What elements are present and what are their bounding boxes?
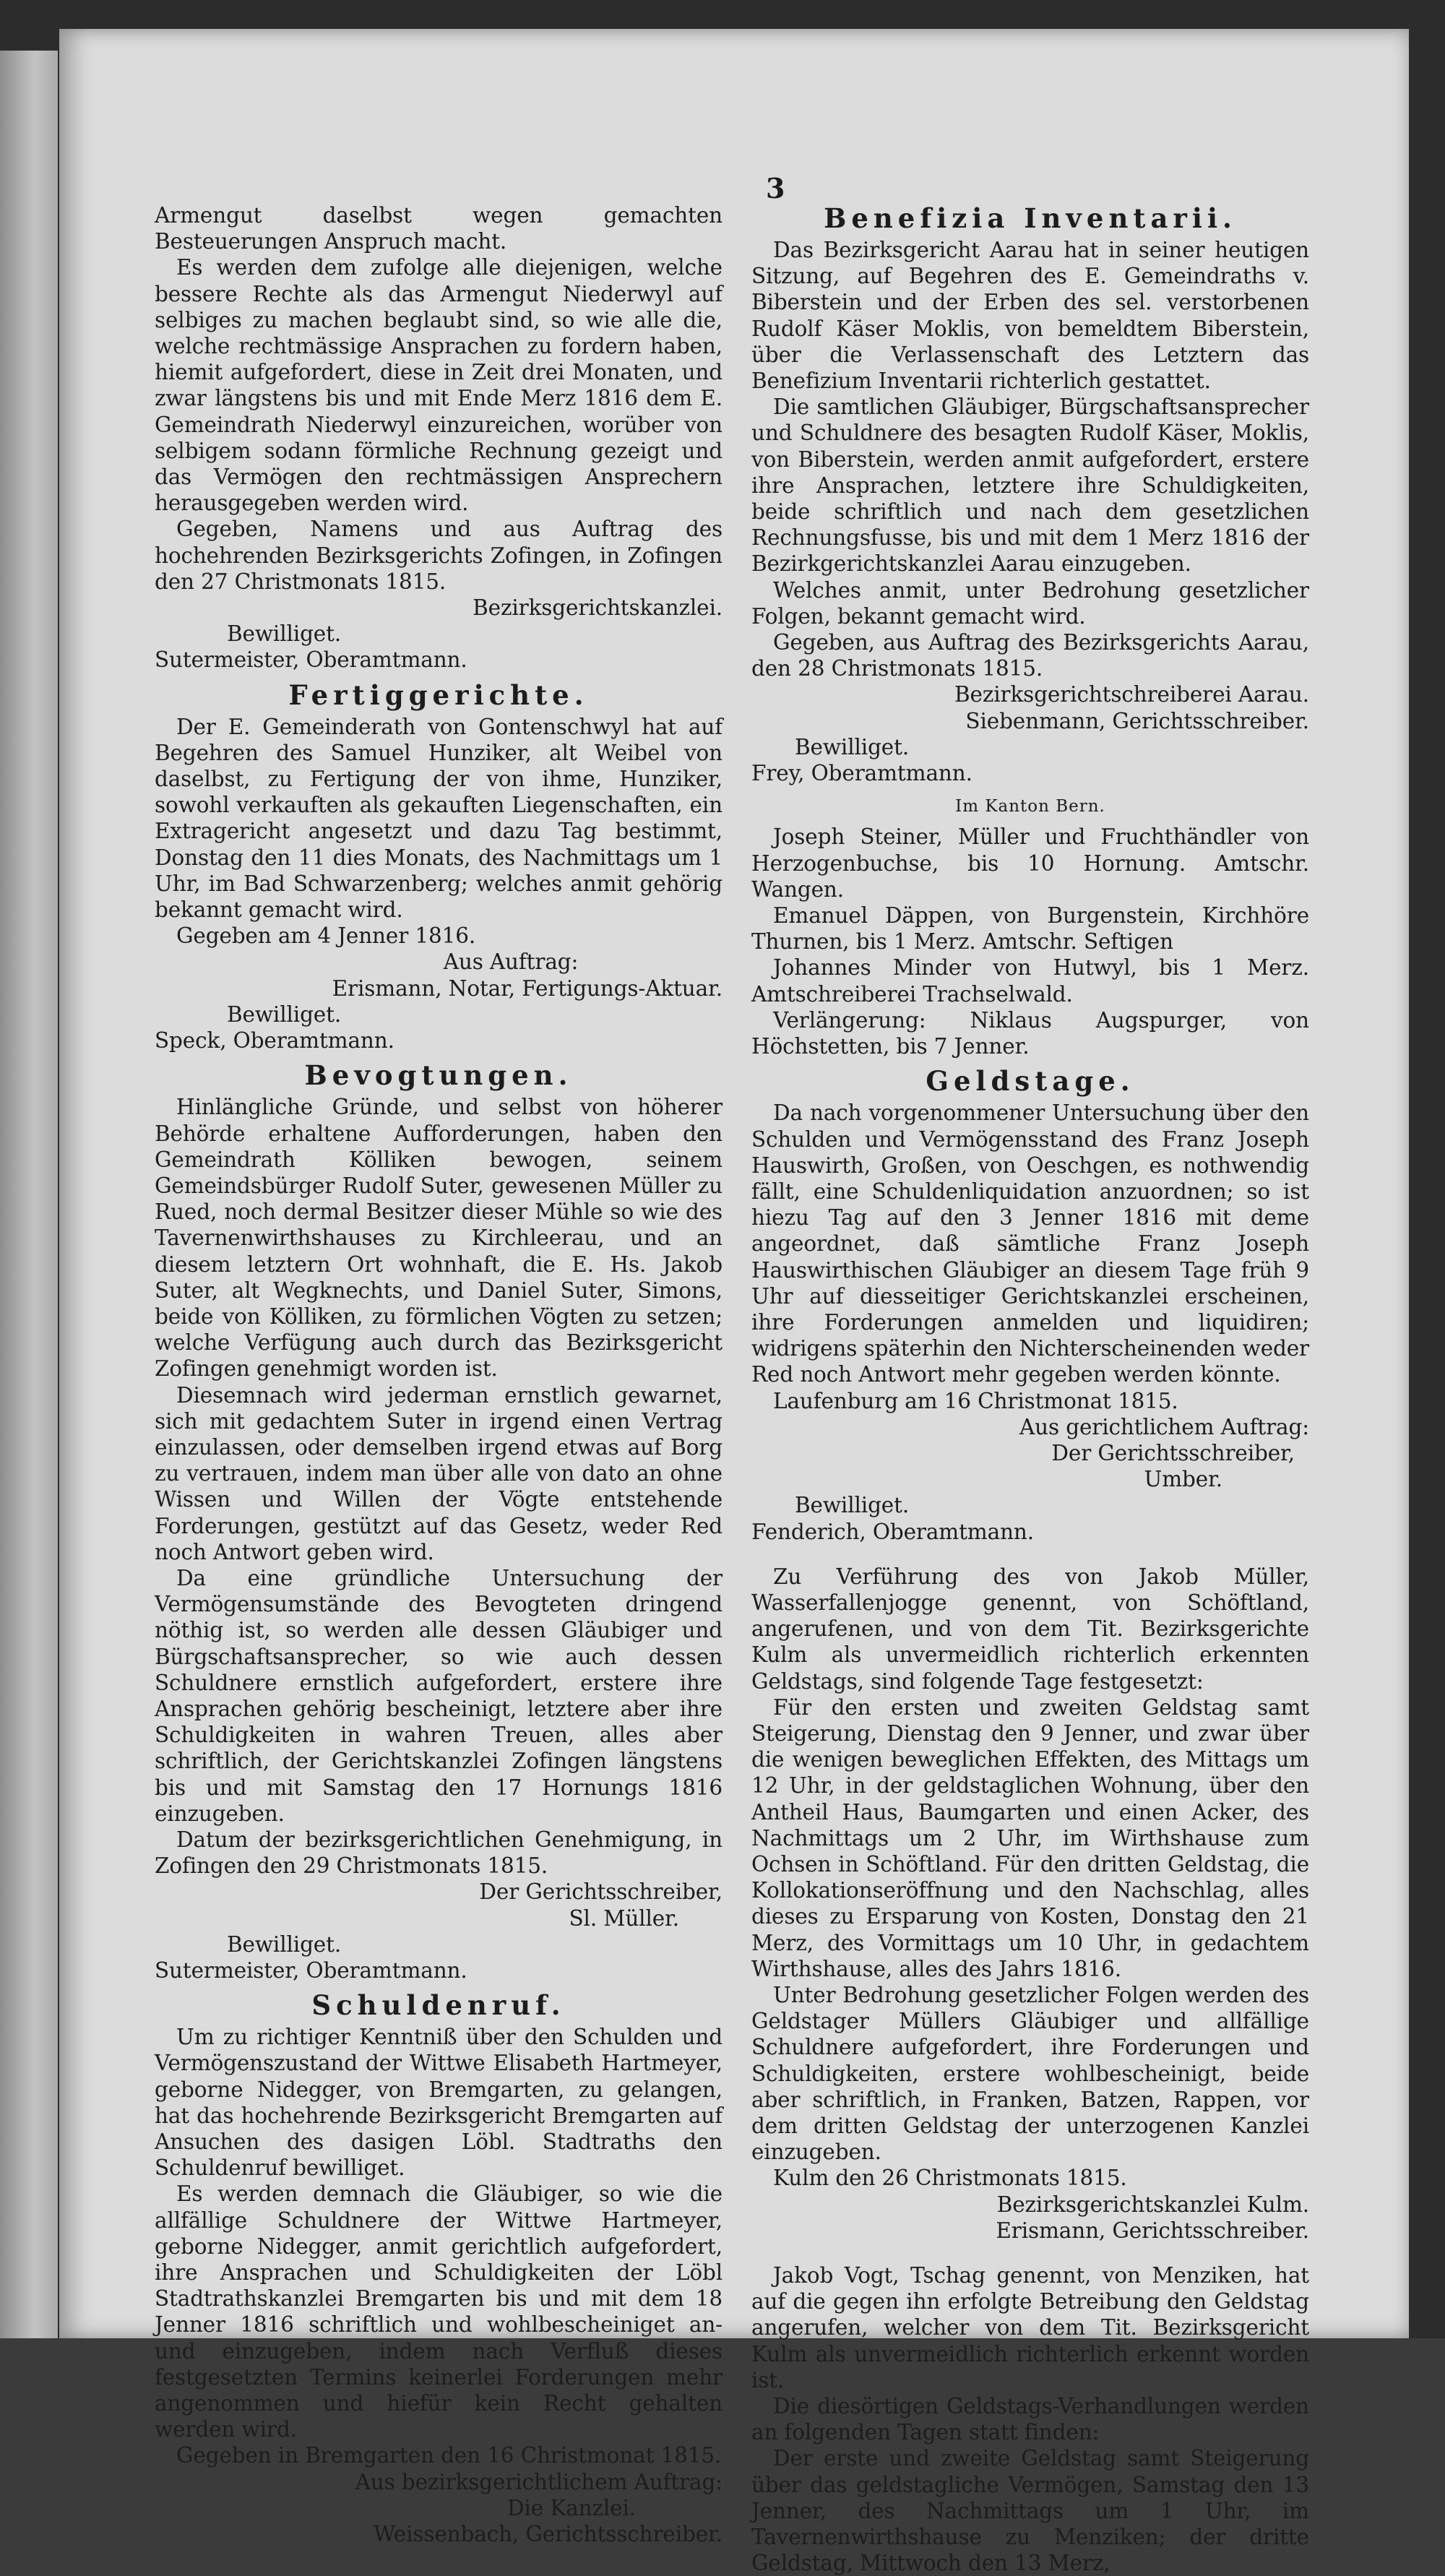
- geldstage-signature-title: Der Gerichtsschreiber,: [1051, 1440, 1295, 1465]
- bevogtungen-signature-title: Der Gerichtsschreiber,: [479, 1879, 722, 1905]
- bevogtungen-paragraph-2: Diesemnach wird jederman ernstlich gewarnet, sich mit gedachtem Suter in irgend einen Vertrag einzulassen, oder demselben irgend etwas auf Borg zu vertrauen, indem man über alle von dato an ohne Wissen und Willen der Vögte entstehende Forderungen, gestützt auf das Gesetz, weder Red noch Antwort geben wird.: [155, 1382, 722, 1564]
- heading-schuldenruf: Schuldenruf.: [311, 1989, 566, 2022]
- vogt-paragraph-1: Jakob Vogt, Tschag genennt, von Menziken, hat auf die gegen ihn erfolgte Betreibung den Geldstag angerufen, welcher von dem Tit. Bezirksgericht Kulm als unvermeidlich richterlich erkennt worden ist.: [751, 2263, 1309, 2392]
- fertiggerichte-paragraph: Der E. Gemeinderath von Gontenschwyl hat auf Begehren des Samuel Hunziker, alt Weibel von daselbst, zu Fertigung der von ihme, Hunziker, sowohl verkauften als gekauften Liegenschaften, ein Extragericht angesetzt und dazu Tag bestimmt, Donstag den 11 dies Monats, des Nachmittags um 1 Uhr, im Bad Schwarzenberg; welches anmit gehörig bekannt gemacht wird.: [155, 714, 722, 923]
- fertiggerichte-given: Gegeben am 4 Jenner 1816.: [176, 923, 476, 949]
- benefizia-paragraph-3: Welches anmit, unter Bedrohung gesetzlicher Folgen, bekannt gemacht wird.: [751, 577, 1309, 629]
- geldstage-official: Fenderich, Oberamtmann.: [751, 1519, 1034, 1544]
- fertiggerichte-official: Speck, Oberamtmann.: [155, 1028, 394, 1054]
- heading-geldstage: Geldstage.: [926, 1065, 1135, 1098]
- benefizia-paragraph-1: Das Bezirksgericht Aarau hat in seiner heutigen Sitzung, auf Begehren des E. Gemeindraths v. Biberstein und der Erben des sel. verstorbenen Rudolf Käser Moklis, von bemeldtem Biberstein, über die Verlassenschaft des Letztern das Benefizium Inventarii richterlich gestattet.: [751, 238, 1309, 394]
- armengut-signature: Bezirksgerichtskanzlei.: [473, 595, 722, 621]
- heading-bevogtungen: Bevogtungen.: [304, 1059, 573, 1092]
- left-column: [155, 202, 722, 2547]
- benefizia-signature-name: Siebenmann, Gerichtsschreiber.: [965, 708, 1309, 733]
- schuldenruf-given: Gegeben in Bremgarten den 16 Christmonat 1815.: [176, 2443, 722, 2468]
- geldstage-approved: Bewilliget.: [795, 1493, 910, 1518]
- schuldenruf-order: Aus bezirksgerichtlichem Auftrag:: [355, 2469, 722, 2494]
- benefizia-signature-office: Bezirksgerichtschreiberei Aarau.: [954, 682, 1309, 707]
- bevogtungen-official: Sutermeister, Oberamtmann.: [155, 1958, 467, 1983]
- bern-item-2: Emanuel Däppen, von Burgenstein, Kirchhöre Thurnen, bis 1 Merz. Amtschr. Seftigen: [751, 903, 1309, 955]
- fertiggerichte-order: Aus Auftrag:: [443, 949, 579, 975]
- benefizia-official: Frey, Oberamtmann.: [751, 761, 972, 786]
- heading-benefizia-inventarii: Benefizia Inventarii.: [824, 202, 1237, 234]
- mueller-paragraph-3: Unter Bedrohung gesetzlicher Folgen werden des Geldstager Müllers Gläubiger und allfällige Schuldnere aufgefordert, ihre Forderungen und Schuldigkeiten, erstere wohlbescheinigt, beide aber schriftlich, in Franken, Batzen, Rappen, vor dem dritten Geldstag der unterzogenen Kanzlei einzugeben.: [751, 1983, 1309, 2165]
- schuldenruf-signature: Weissenbach, Gerichtsschreiber.: [374, 2522, 722, 2547]
- bern-item-3: Johannes Minder von Hutwyl, bis 1 Merz. Amtschreiberei Trachselwald.: [751, 955, 1309, 1007]
- page-number: 3: [766, 172, 785, 204]
- mueller-signature-office: Bezirksgerichtskanzlei Kulm.: [996, 2192, 1309, 2217]
- schuldenruf-paragraph-1: Um zu richtiger Kenntniß über den Schulden und Vermögenszustand der Wittwe Elisabeth Hartmeyer, geborne Nidegger, von Bremgarten, zu gelangen, hat das hochehrende Bezirksgericht Bremgarten auf Ansuchen des dasigen Löbl. Stadtraths den Schuldenruf bewilliget.: [155, 2025, 722, 2181]
- bevogtungen-paragraph-3: Da eine gründliche Untersuchung der Vermögensumstände des Bevogteten dringend nöthig ist, so werden alle dessen Gläubiger und Bürgschaftsansprecher, so wie auch dessen Schuldnere ernstlich aufgefordert, erstere ihre Ansprachen gehörig bescheinigt, letztere aber ihre Schuldigkeiten in wahren Treuen, alles aber schriftlich, der Gerichtskanzlei Zofingen längstens bis und mit Samstag den 17 Hornungs 1816 einzugeben.: [155, 1565, 722, 1826]
- heading-fertiggerichte: Fertiggerichte.: [288, 679, 589, 711]
- benefizia-given: Gegeben, aus Auftrag des Bezirksgerichts Aarau, den 28 Christmonats 1815.: [751, 630, 1309, 681]
- mueller-signature-name: Erismann, Gerichtsschreiber.: [996, 2218, 1309, 2243]
- armengut-paragraph: Es werden dem zufolge alle diejenigen, welche bessere Rechte als das Armengut Niederwyl auf selbiges zu machen beglaubt sind, so wie alle die, welche rechtmässige Ansprachen zu fordern haben, hiemit aufgefordert, diese in Zeit drei Monaten, und zwar längstens bis und mit Ende Merz 1816 dem E. Gemeindrath Niederwyl einzureichen, worüber von selbigem sodann förmliche Rechnung gezeigt und das Vermögen den rechtmässigen Ansprechern herausgegeben werden wird.: [155, 255, 722, 516]
- bevogtungen-paragraph-1: Hinlängliche Gründe, und selbst von höherer Behörde erhaltene Aufforderungen, haben den Gemeindrath Kölliken bewogen, seinem Gemeindsbürger Rudolf Suter, gewesenen Müller zu Rued, noch dermal Besitzer dieser Mühle so wie des Tavernenwirthshauses zu Kirchleerau, und an diesem letztern Ort wohnhaft, die E. Hs. Jakob Suter, alt Wegknechts, und Daniel Suter, Simons, beide von Kölliken, zu förmlichen Vögten zu setzen; welche Verfügung auch durch das Bezirksgericht Zofingen genehmigt worden ist.: [155, 1095, 722, 1382]
- heading-kanton-bern: Im Kanton Bern.: [955, 797, 1105, 817]
- right-column: [751, 202, 1309, 2576]
- vogt-paragraph-2: Die diesörtigen Geldstags-Verhandlungen werden an folgenden Tagen statt finden:: [751, 2394, 1309, 2445]
- bern-item-4: Verlängerung: Niklaus Augspurger, von Höchstetten, bis 7 Jenner.: [751, 1007, 1309, 1059]
- previous-page-edge: [0, 51, 58, 2338]
- bern-item-1: Joseph Steiner, Müller und Fruchthändler von Herzogenbuchse, bis 10 Hornung. Amtschr. Wangen.: [751, 824, 1309, 902]
- bevogtungen-signature-name: Sl. Müller.: [569, 1905, 679, 1931]
- armengut-approved: Bewilliget.: [227, 621, 342, 647]
- fertiggerichte-signature: Erismann, Notar, Fertigungs-Aktuar.: [332, 975, 722, 1001]
- geldstage-date: Laufenburg am 16 Christmonat 1815.: [773, 1388, 1178, 1413]
- benefizia-approved: Bewilliget.: [795, 734, 910, 759]
- armengut-given: Gegeben, Namens und aus Auftrag des hochehrenden Bezirksgerichts Zofingen, in Zofingen den 27 Christmonats 1815.: [155, 517, 722, 594]
- schuldenruf-kanzlei: Die Kanzlei.: [507, 2495, 636, 2520]
- bevogtungen-approved: Bewilliget.: [227, 1931, 342, 1957]
- schuldenruf-paragraph-2: Es werden demnach die Gläubiger, so wie die allfällige Schuldnere der Wittwe Hartmeyer, geborne Nidegger, anmit gerichtlich aufgefordert, ihre Ansprachen und Schuldigkeiten der Löbl Stadtrathskanzlei Bremgarten bis und mit dem 18 Jenner 1816 schriftlich und wohlbescheiniget an- und einzugeben, indem nach Verfluß dieses festgesetzten Termins keinerlei Forderungen mehr angenommen und hiefür kein Recht gehalten werden wird.: [155, 2181, 722, 2442]
- mueller-paragraph-2: Für den ersten und zweiten Geldstag samt Steigerung, Dienstag den 9 Jenner, und zwar über die wenigen beweglichen Effekten, des Mittags um 12 Uhr, in der geldstaglichen Wohnung, über den Antheil Haus, Baumgarten und einen Acker, des Nachmittags um 2 Uhr, im Wirthshause zum Ochsen in Schöftland. Für den dritten Geldstag, die Kollokationseröffnung und den Nachschlag, alles dieses zu Ersparung von Kosten, Donstag den 21 Merz, des Vormittags um 10 Uhr, in gedachtem Wirthshause, alles des Jahrs 1816.: [751, 1694, 1309, 1981]
- geldstage-signature-name: Umber.: [1144, 1467, 1222, 1492]
- armengut-continuation: Armengut daselbst wegen gemachten Besteuerungen Anspruch macht.: [155, 203, 722, 254]
- benefizia-paragraph-2: Die samtlichen Gläubiger, Bürgschaftsansprecher und Schuldnere des besagten Rudolf Käser, Moklis, von Biberstein, werden anmit aufgefordert, erstere ihre Ansprachen, letztere ihre Schuldigkeiten, beide schriftlich und nach dem gesetzlichen Rechnungsfusse, bis und mit dem 1 Merz 1816 der Bezirkgerichtskanzlei Aarau einzugeben.: [751, 395, 1309, 577]
- fertiggerichte-approved: Bewilliget.: [227, 1001, 342, 1027]
- geldstage-order: Aus gerichtlichem Auftrag:: [1019, 1414, 1309, 1439]
- mueller-paragraph-1: Zu Verführung des von Jakob Müller, Wasserfallenjogge genennt, von Schöftland, angerufenen, und von dem Tit. Bezirksgerichte Kulm als unvermeidlich richterlich erkennten Geldstags, sind folgende Tage festgesetzt:: [751, 1564, 1309, 1694]
- bevogtungen-date: Datum der bezirksgerichtlichen Genehmigung, in Zofingen den 29 Christmonats 1815.: [155, 1827, 722, 1879]
- geldstage-paragraph-1: Da nach vorgenommener Untersuchung über den Schulden und Vermögensstand des Franz Joseph Hauswirth, Großen, von Oeschgen, es nothwendig fällt, eine Schuldenliquidation anzuordnen; so ist hiezu Tag auf den 3 Jenner 1816 mit deme angeordnet, daß sämtliche Franz Joseph Hauswirthischen Gläubiger an diesem Tage früh 9 Uhr auf diesseitiger Gerichtskanzlei erscheinen, ihre Forderungen anmelden und liquidiren; widrigens späterhin den Nichterscheinenden weder Red noch Antwort mehr gegeben werden könnte.: [751, 1100, 1309, 1387]
- mueller-date: Kulm den 26 Christmonats 1815.: [773, 2166, 1127, 2191]
- armengut-official: Sutermeister, Oberamtmann.: [155, 647, 467, 673]
- vogt-paragraph-3: Der erste und zweite Geldstag samt Steigerung über das geldstagliche Vermögen, Samstag den 13 Jenner, des Nachmittags um 1 Uhr, im Tavernenwirthshause zu Menziken; der dritte Geldstag, Mittwoch den 13 Merz,: [751, 2446, 1309, 2576]
